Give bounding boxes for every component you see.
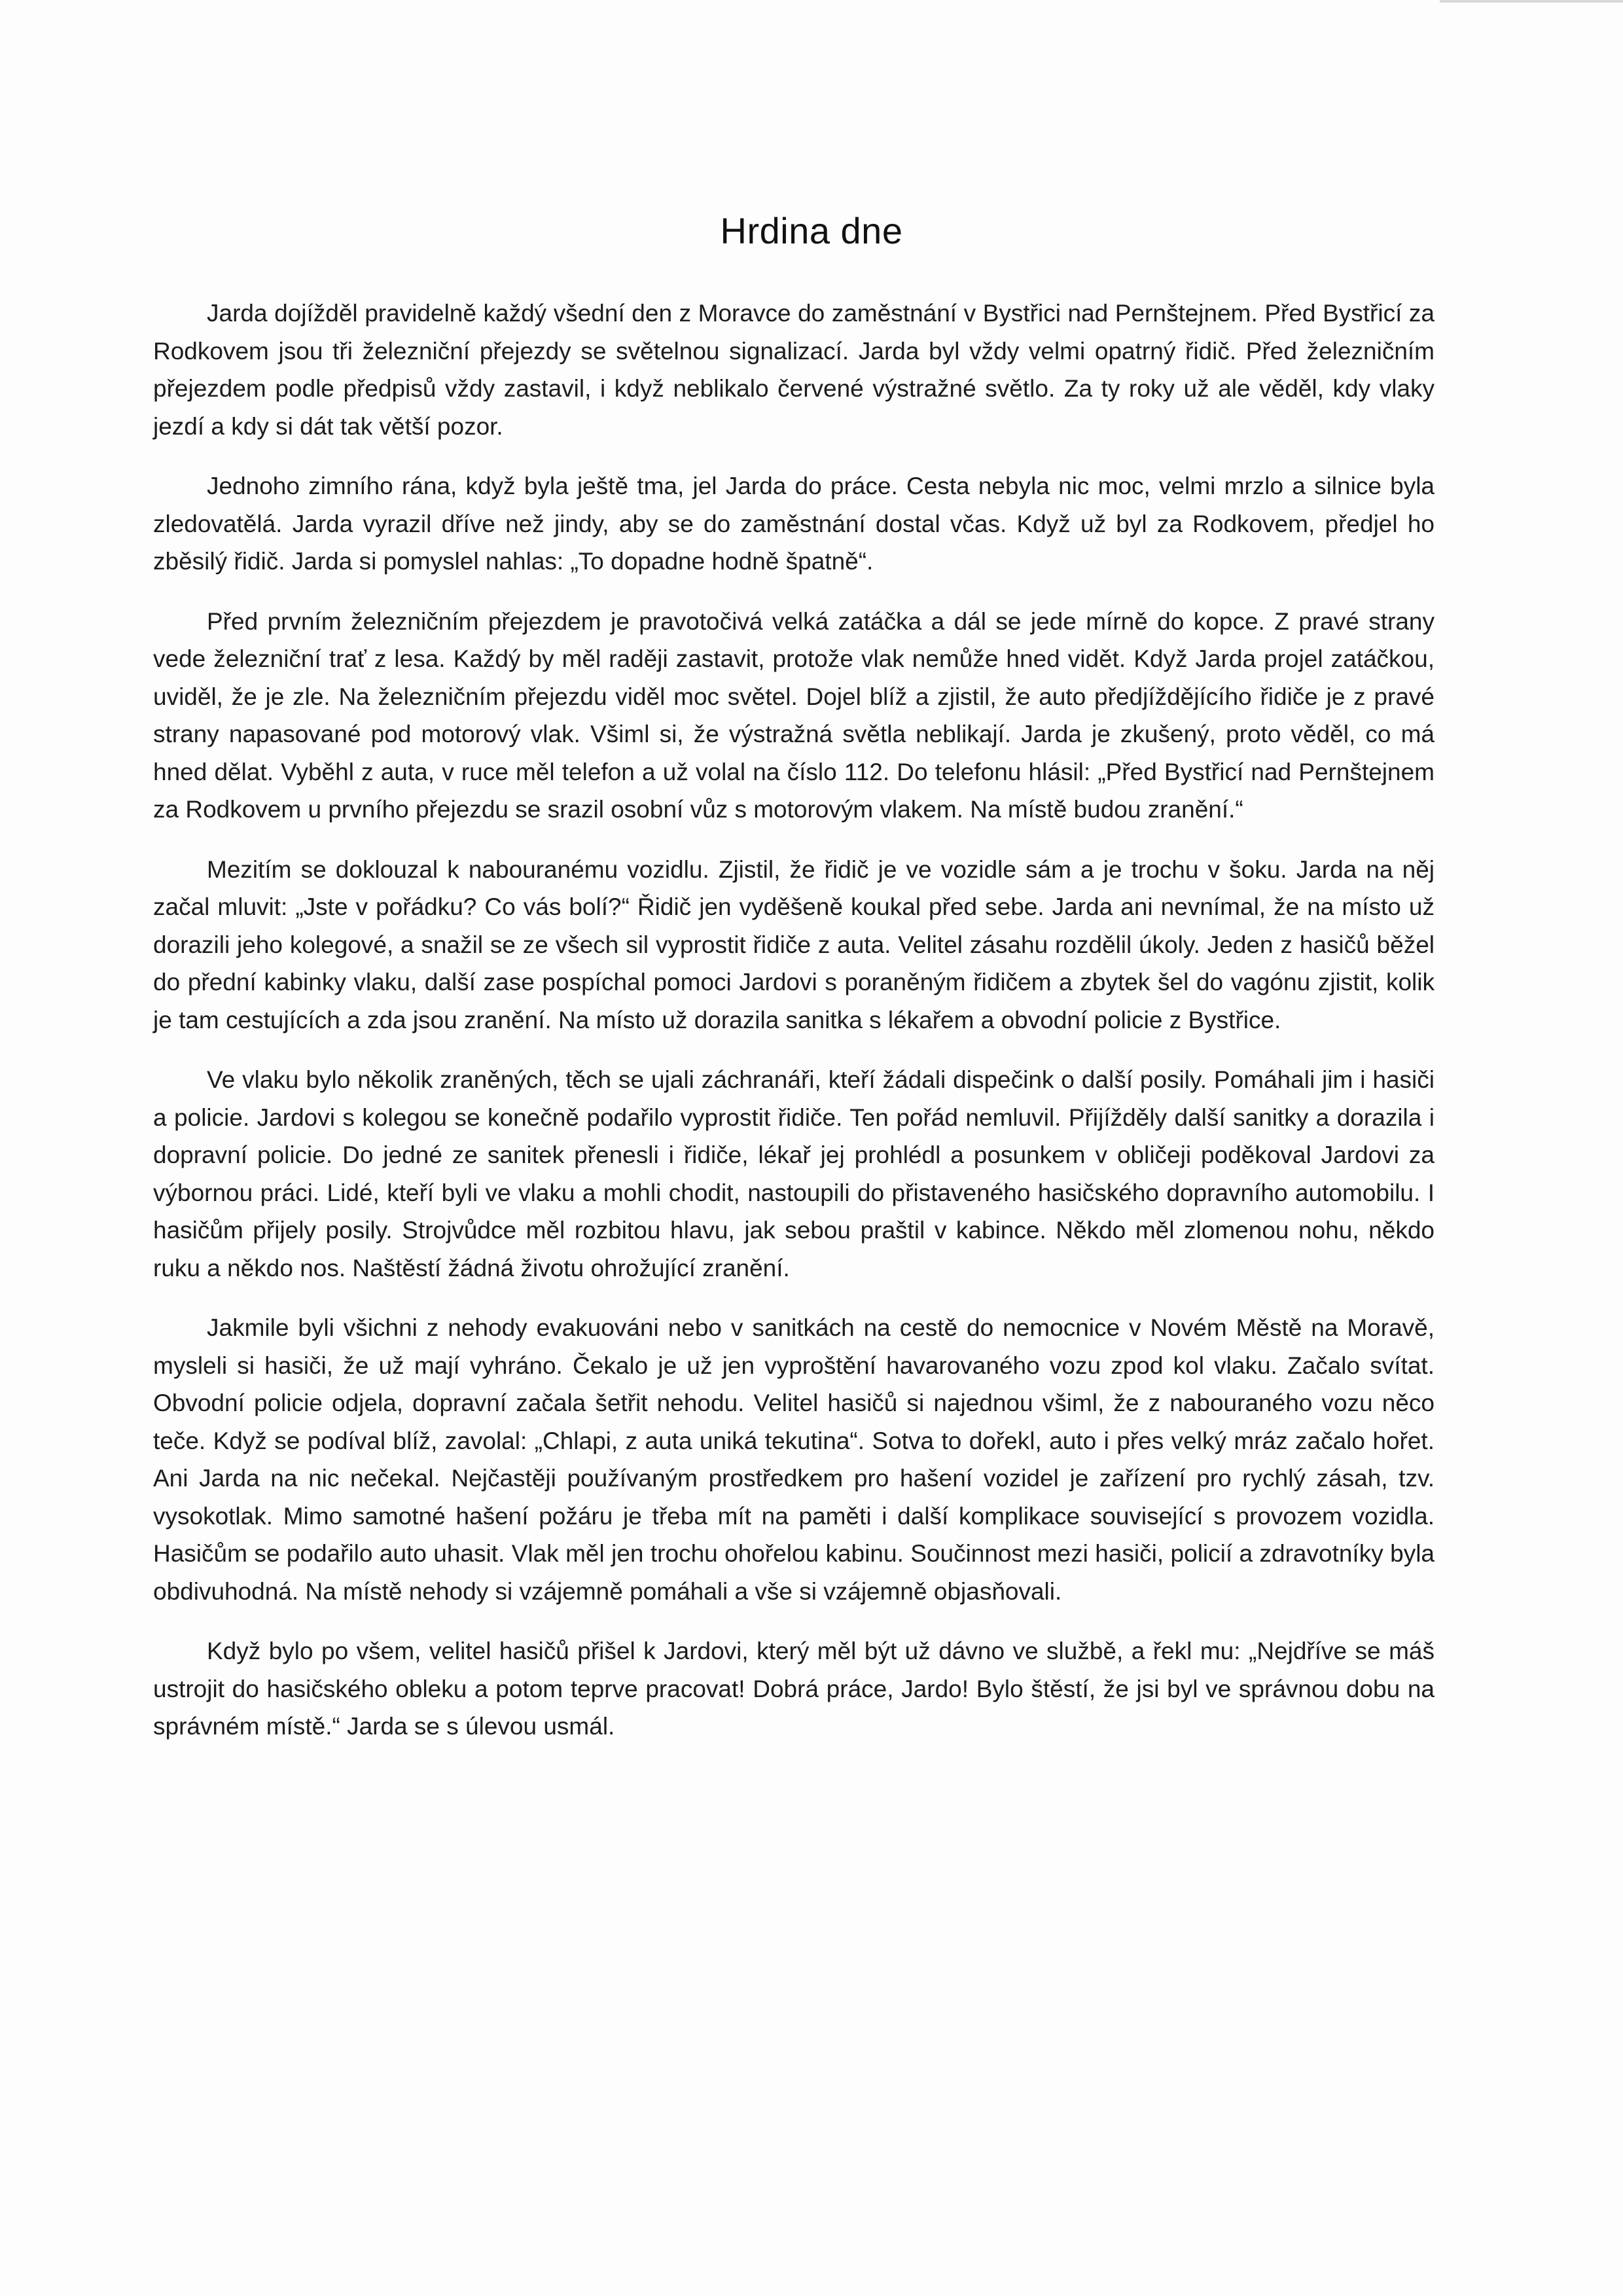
scan-edge-line [1440, 0, 1623, 3]
paragraph-6: Jakmile byli všichni z nehody evakuováni nebo v sanitkách na cestě do nemocnice v Novém Městě na Moravě, mysleli si hasiči, že už mají vyhráno. Čekalo je už jen vyproštění havarovaného vozu zpod kol vlaku. Začalo svítat. Obvodní policie odjela, dopravní začala šetřit nehodu. Velitel hasičů si najednou všiml, že z nabouraného vozu něco teče. Když se podíval blíž, zavolal: „Chlapi, z auta uniká tekutina“. Sotva to dořekl, auto i přes velký mráz začalo hořet. Ani Jarda na nic nečekal. Nejčastěji používaným prostředkem pro hašení vozidel je zařízení pro rychlý zásah, tzv. vysokotlak. Mimo samotné hašení požáru je třeba mít na paměti i další komplikace související s provozem vozidla. Hasičům se podařilo auto uhasit. Vlak měl jen trochu ohořelou kabinu. Součinnost mezi hasiči, policií a zdravotníky byla obdivuhodná. Na místě nehody si vzájemně pomáhali a vše si vzájemně objasňovali. [153, 1314, 1435, 1605]
paragraph-1: Jarda dojížděl pravidelně každý všední den z Moravce do zaměstnání v Bystřici nad Pernštejnem. Před Bystřicí za Rodkovem jsou tři železniční přejezdy se světelnou signalizací. Jarda byl vždy velmi opatrný řidič. Před železničním přejezdem podle předpisů vždy zastavil, i když neblikalo červené výstražné světlo. Za ty roky už ale věděl, kdy vlaky jezdí a kdy si dát tak větší pozor. [153, 300, 1435, 440]
paragraph-4: Mezitím se doklouzal k nabouranému vozidlu. Zjistil, že řidič je ve vozidle sám a je trochu v šoku. Jarda na něj začal mluvit: „Jste v pořádku? Co vás bolí?“ Řidič jen vyděšeně koukal před sebe. Jarda ani nevnímal, že na místo už dorazili jeho kolegové, a snažil se ze všech sil vyprostit řidiče z auta. Velitel zásahu rozdělil úkoly. Jeden z hasičů běžel do přední kabinky vlaku, další zase pospíchal pomoci Jardovi s poraněným řidičem a zbytek šel do vagónu zjistit, kolik je tam cestujících a zda jsou zranění. Na místo už dorazila sanitka s lékařem a obvodní policie z Bystřice. [153, 855, 1435, 1033]
page-title: Hrdina dne [720, 209, 903, 251]
paragraph-7: Když bylo po všem, velitel hasičů přišel k Jardovi, který měl být už dávno ve službě, a řekl mu: „Nejdříve se máš ustrojit do hasičského obleku a potom teprve pracovat! Dobrá práce, Jardo! Bylo štěstí, že jsi byl ve správnou dobu na správném místě.“ Jarda se s úlevou usmál. [153, 1638, 1435, 1740]
paragraph-2: Jednoho zimního rána, když byla ještě tma, jel Jarda do práce. Cesta nebyla nic moc, velmi mrzlo a silnice byla zledovatělá. Jarda vyrazil dříve než jindy, aby se do zaměstnání dostal včas. Když už byl za Rodkovem, předjel ho zběsilý řidič. Jarda si pomyslel nahlas: „To dopadne hodně špatně“. [153, 473, 1435, 575]
document-body [153, 295, 1435, 1768]
paragraph-5: Ve vlaku bylo několik zraněných, těch se ujali záchranáři, kteří žádali dispečink o další posily. Pomáhali jim i hasiči a policie. Jardovi s kolegou se konečně podařilo vyprostit řidiče. Ten pořád nemluvil. Přijížděly další sanitky a dorazila i dopravní policie. Do jedné ze sanitek přenesli i řidiče, lékař jej prohlédl a posunkem v obličeji poděkoval Jardovi za výbornou práci. Lidé, kteří byli ve vlaku a mohli chodit, nastoupili do přistaveného hasičského dopravního automobilu. I hasičům přijely posily. Strojvůdce měl rozbitou hlavu, jak sebou praštil v kabince. Někdo měl zlomenou nohu, někdo ruku a někdo nos. Naštěstí žádná životu ohrožující zranění. [153, 1066, 1435, 1282]
paragraph-3: Před prvním železničním přejezdem je pravotočivá velká zatáčka a dál se jede mírně do kopce. Z pravé strany vede železniční trať z lesa. Každý by měl raději zastavit, protože vlak nemůže hned vidět. Když Jarda projel zatáčkou, uviděl, že je zle. Na železničním přejezdu viděl moc světel. Dojel blíž a zjistil, že auto předjíždějícího řidiče je z pravé strany napasované pod motorový vlak. Všiml si, že výstražná světla neblikají. Jarda je zkušený, proto věděl, co má hned dělat. Vyběhl z auta, v ruce měl telefon a už volal na číslo 112. Do telefonu hlásil: „Před Bystřicí nad Pernštejnem za Rodkovem u prvního přejezdu se srazil osobní vůz s motorovým vlakem. Na místě budou zranění.“ [153, 607, 1435, 823]
